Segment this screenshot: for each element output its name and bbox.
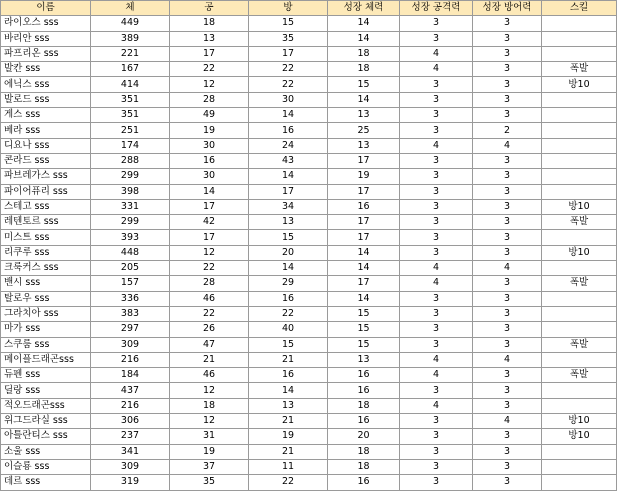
cell-growth-attack[interactable]: 3 <box>400 31 473 46</box>
cell-skill[interactable]: 폭발 <box>542 337 617 352</box>
cell-growth-attack[interactable]: 3 <box>400 414 473 429</box>
cell-attack[interactable]: 22 <box>170 62 249 77</box>
cell-hp[interactable]: 205 <box>91 261 170 276</box>
header-skill[interactable]: 스킬 <box>542 1 617 16</box>
cell-growth-defense[interactable]: 4 <box>473 414 542 429</box>
cell-growth-defense[interactable]: 3 <box>473 169 542 184</box>
cell-growth-defense[interactable]: 4 <box>473 352 542 367</box>
cell-hp[interactable]: 393 <box>91 230 170 245</box>
cell-defense[interactable]: 13 <box>249 398 328 413</box>
cell-attack[interactable]: 42 <box>170 215 249 230</box>
cell-attack[interactable]: 47 <box>170 337 249 352</box>
cell-name[interactable]: 그라치아 sss <box>1 306 91 321</box>
cell-growth-defense[interactable]: 3 <box>473 31 542 46</box>
cell-attack[interactable]: 12 <box>170 414 249 429</box>
cell-growth-hp[interactable]: 16 <box>328 383 400 398</box>
cell-growth-hp[interactable]: 15 <box>328 306 400 321</box>
cell-growth-attack[interactable]: 3 <box>400 475 473 490</box>
cell-hp[interactable]: 237 <box>91 429 170 444</box>
cell-name[interactable]: 파프리온 sss <box>1 46 91 61</box>
cell-name[interactable]: 게스 sss <box>1 108 91 123</box>
table-row <box>1 153 617 168</box>
cell-hp[interactable]: 448 <box>91 245 170 260</box>
cell-growth-attack[interactable]: 3 <box>400 322 473 337</box>
header-growth-hp[interactable]: 성장 체력 <box>328 1 400 16</box>
table-row <box>1 92 617 107</box>
cell-attack[interactable]: 30 <box>170 138 249 153</box>
cell-name[interactable]: 위그드라실 sss <box>1 414 91 429</box>
cell-defense[interactable]: 21 <box>249 352 328 367</box>
cell-defense[interactable]: 22 <box>249 62 328 77</box>
cell-skill[interactable] <box>542 108 617 123</box>
cell-growth-defense[interactable]: 3 <box>473 475 542 490</box>
cell-name[interactable]: 소울 sss <box>1 444 91 459</box>
cell-name[interactable]: 발로드 sss <box>1 92 91 107</box>
cell-skill[interactable] <box>542 322 617 337</box>
cell-growth-defense[interactable]: 3 <box>473 62 542 77</box>
cell-skill[interactable] <box>542 92 617 107</box>
table-row <box>1 184 617 199</box>
cell-growth-attack[interactable]: 3 <box>400 199 473 214</box>
cell-growth-defense[interactable]: 3 <box>473 368 542 383</box>
cell-growth-defense[interactable]: 4 <box>473 261 542 276</box>
cell-attack[interactable]: 16 <box>170 153 249 168</box>
cell-defense[interactable]: 14 <box>249 169 328 184</box>
cell-growth-defense[interactable]: 3 <box>473 92 542 107</box>
cell-growth-hp[interactable]: 14 <box>328 261 400 276</box>
cell-attack[interactable]: 18 <box>170 16 249 31</box>
cell-hp[interactable]: 437 <box>91 383 170 398</box>
cell-skill[interactable]: 폭발 <box>542 368 617 383</box>
cell-attack[interactable]: 30 <box>170 169 249 184</box>
cell-growth-hp[interactable]: 17 <box>328 230 400 245</box>
cell-skill[interactable]: 폭발 <box>542 215 617 230</box>
cell-attack[interactable]: 12 <box>170 245 249 260</box>
cell-growth-hp[interactable]: 14 <box>328 31 400 46</box>
cell-skill[interactable]: 방10 <box>542 414 617 429</box>
table-row <box>1 352 617 367</box>
cell-hp[interactable]: 184 <box>91 368 170 383</box>
cell-hp[interactable]: 157 <box>91 276 170 291</box>
cell-name[interactable]: 베라 sss <box>1 123 91 138</box>
cell-skill[interactable] <box>542 444 617 459</box>
cell-defense[interactable]: 14 <box>249 383 328 398</box>
cell-skill[interactable] <box>542 31 617 46</box>
table-row <box>1 261 617 276</box>
cell-growth-attack[interactable]: 4 <box>400 62 473 77</box>
cell-hp[interactable]: 336 <box>91 291 170 306</box>
cell-attack[interactable]: 12 <box>170 77 249 92</box>
cell-skill[interactable] <box>542 475 617 490</box>
cell-name[interactable]: 레텐토르 sss <box>1 215 91 230</box>
cell-attack[interactable]: 46 <box>170 368 249 383</box>
cell-growth-defense[interactable]: 3 <box>473 16 542 31</box>
table-row <box>1 46 617 61</box>
cell-growth-hp[interactable]: 18 <box>328 62 400 77</box>
cell-attack[interactable]: 21 <box>170 352 249 367</box>
header-defense[interactable]: 방 <box>249 1 328 16</box>
cell-growth-defense[interactable]: 3 <box>473 215 542 230</box>
cell-attack[interactable]: 13 <box>170 31 249 46</box>
cell-growth-defense[interactable]: 4 <box>473 138 542 153</box>
cell-attack[interactable]: 18 <box>170 398 249 413</box>
table-row <box>1 77 617 92</box>
cell-name[interactable]: 미스트 sss <box>1 230 91 245</box>
cell-defense[interactable]: 43 <box>249 153 328 168</box>
cell-growth-hp[interactable]: 17 <box>328 153 400 168</box>
cell-growth-attack[interactable]: 3 <box>400 383 473 398</box>
cell-hp[interactable]: 331 <box>91 199 170 214</box>
cell-defense[interactable]: 21 <box>249 444 328 459</box>
cell-hp[interactable]: 174 <box>91 138 170 153</box>
cell-name[interactable]: 파브레가스 sss <box>1 169 91 184</box>
cell-name[interactable]: 크룩커스 sss <box>1 261 91 276</box>
cell-name[interactable]: 데르 sss <box>1 475 91 490</box>
cell-skill[interactable] <box>542 123 617 138</box>
cell-hp[interactable]: 297 <box>91 322 170 337</box>
cell-name[interactable]: 스쿠룸 sss <box>1 337 91 352</box>
cell-growth-defense[interactable]: 3 <box>473 77 542 92</box>
cell-hp[interactable]: 216 <box>91 352 170 367</box>
cell-defense[interactable]: 22 <box>249 77 328 92</box>
cell-skill[interactable] <box>542 291 617 306</box>
cell-hp[interactable]: 288 <box>91 153 170 168</box>
cell-attack[interactable]: 31 <box>170 429 249 444</box>
cell-growth-defense[interactable]: 3 <box>473 306 542 321</box>
cell-skill[interactable] <box>542 138 617 153</box>
cell-growth-attack[interactable]: 3 <box>400 230 473 245</box>
cell-skill[interactable] <box>542 169 617 184</box>
cell-growth-hp[interactable]: 17 <box>328 215 400 230</box>
cell-growth-attack[interactable]: 4 <box>400 368 473 383</box>
cell-name[interactable]: 딜랑 sss <box>1 383 91 398</box>
table-row <box>1 444 617 459</box>
cell-growth-hp[interactable]: 13 <box>328 352 400 367</box>
cell-name[interactable]: 디요나 sss <box>1 138 91 153</box>
cell-growth-attack[interactable]: 3 <box>400 184 473 199</box>
cell-defense[interactable]: 22 <box>249 306 328 321</box>
cell-skill[interactable] <box>542 184 617 199</box>
cell-growth-hp[interactable]: 15 <box>328 337 400 352</box>
cell-growth-hp[interactable]: 18 <box>328 398 400 413</box>
cell-attack[interactable]: 49 <box>170 108 249 123</box>
table-row <box>1 199 617 214</box>
cell-attack[interactable]: 35 <box>170 475 249 490</box>
table-row <box>1 138 617 153</box>
cell-growth-hp[interactable]: 16 <box>328 199 400 214</box>
cell-growth-hp[interactable]: 16 <box>328 414 400 429</box>
header-growth-attack[interactable]: 성장 공격력 <box>400 1 473 16</box>
cell-skill[interactable]: 방10 <box>542 245 617 260</box>
cell-defense[interactable]: 13 <box>249 215 328 230</box>
cell-growth-hp[interactable]: 13 <box>328 108 400 123</box>
cell-defense[interactable]: 16 <box>249 368 328 383</box>
cell-growth-attack[interactable]: 3 <box>400 291 473 306</box>
cell-hp[interactable]: 306 <box>91 414 170 429</box>
cell-name[interactable]: 파이어퓨리 sss <box>1 184 91 199</box>
cell-growth-attack[interactable]: 3 <box>400 444 473 459</box>
cell-growth-attack[interactable]: 3 <box>400 108 473 123</box>
cell-attack[interactable]: 17 <box>170 199 249 214</box>
table-row <box>1 108 617 123</box>
cell-growth-hp[interactable]: 14 <box>328 92 400 107</box>
cell-attack[interactable]: 17 <box>170 46 249 61</box>
cell-growth-defense[interactable]: 3 <box>473 429 542 444</box>
cell-name[interactable]: 이슬룡 sss <box>1 459 91 474</box>
table-row <box>1 414 617 429</box>
cell-name[interactable]: 발칸 sss <box>1 62 91 77</box>
cell-defense[interactable]: 14 <box>249 108 328 123</box>
cell-defense[interactable]: 30 <box>249 92 328 107</box>
cell-hp[interactable]: 341 <box>91 444 170 459</box>
cell-attack[interactable]: 46 <box>170 291 249 306</box>
table-row <box>1 475 617 490</box>
cell-attack[interactable]: 22 <box>170 306 249 321</box>
cell-defense[interactable]: 29 <box>249 276 328 291</box>
cell-defense[interactable]: 15 <box>249 230 328 245</box>
cell-growth-attack[interactable]: 3 <box>400 92 473 107</box>
cell-growth-attack[interactable]: 3 <box>400 77 473 92</box>
header-row <box>1 1 617 16</box>
cell-attack[interactable]: 28 <box>170 276 249 291</box>
cell-growth-hp[interactable]: 20 <box>328 429 400 444</box>
cell-skill[interactable]: 방10 <box>542 77 617 92</box>
cell-name[interactable]: 아틀란티스 sss <box>1 429 91 444</box>
cell-defense[interactable]: 21 <box>249 414 328 429</box>
cell-growth-defense[interactable]: 3 <box>473 459 542 474</box>
cell-growth-hp[interactable]: 25 <box>328 123 400 138</box>
cell-growth-defense[interactable]: 3 <box>473 337 542 352</box>
cell-hp[interactable]: 414 <box>91 77 170 92</box>
cell-hp[interactable]: 319 <box>91 475 170 490</box>
cell-defense[interactable]: 35 <box>249 31 328 46</box>
cell-growth-hp[interactable]: 18 <box>328 459 400 474</box>
cell-growth-defense[interactable]: 3 <box>473 245 542 260</box>
cell-hp[interactable]: 383 <box>91 306 170 321</box>
cell-growth-defense[interactable]: 3 <box>473 398 542 413</box>
cell-skill[interactable] <box>542 261 617 276</box>
table-row <box>1 368 617 383</box>
table-row <box>1 459 617 474</box>
cell-growth-attack[interactable]: 3 <box>400 215 473 230</box>
cell-growth-attack[interactable]: 3 <box>400 245 473 260</box>
cell-defense[interactable]: 11 <box>249 459 328 474</box>
cell-defense[interactable]: 20 <box>249 245 328 260</box>
cell-growth-hp[interactable]: 17 <box>328 276 400 291</box>
cell-name[interactable]: 마가 sss <box>1 322 91 337</box>
cell-growth-attack[interactable]: 4 <box>400 398 473 413</box>
header-attack[interactable]: 공 <box>170 1 249 16</box>
cell-growth-attack[interactable]: 3 <box>400 16 473 31</box>
cell-attack[interactable]: 37 <box>170 459 249 474</box>
header-name[interactable]: 이름 <box>1 1 91 16</box>
cell-growth-hp[interactable]: 18 <box>328 444 400 459</box>
cell-hp[interactable]: 167 <box>91 62 170 77</box>
cell-skill[interactable]: 방10 <box>542 429 617 444</box>
cell-skill[interactable] <box>542 459 617 474</box>
cell-name[interactable]: 바리안 sss <box>1 31 91 46</box>
cell-growth-defense[interactable]: 3 <box>473 383 542 398</box>
cell-attack[interactable]: 17 <box>170 230 249 245</box>
table-row <box>1 31 617 46</box>
cell-hp[interactable]: 251 <box>91 123 170 138</box>
cell-skill[interactable] <box>542 16 617 31</box>
cell-attack[interactable]: 26 <box>170 322 249 337</box>
cell-growth-defense[interactable]: 3 <box>473 276 542 291</box>
cell-growth-hp[interactable]: 14 <box>328 245 400 260</box>
cell-skill[interactable] <box>542 383 617 398</box>
table-body <box>1 16 617 490</box>
cell-growth-attack[interactable]: 3 <box>400 429 473 444</box>
cell-growth-hp[interactable]: 15 <box>328 322 400 337</box>
table-row <box>1 276 617 291</box>
cell-name[interactable]: 듀펜 sss <box>1 368 91 383</box>
cell-defense[interactable]: 15 <box>249 337 328 352</box>
cell-defense[interactable]: 14 <box>249 261 328 276</box>
table-row <box>1 429 617 444</box>
cell-defense[interactable]: 16 <box>249 123 328 138</box>
cell-defense[interactable]: 17 <box>249 184 328 199</box>
cell-growth-defense[interactable]: 3 <box>473 46 542 61</box>
cell-skill[interactable] <box>542 153 617 168</box>
table-row <box>1 322 617 337</box>
cell-growth-attack[interactable]: 3 <box>400 169 473 184</box>
cell-defense[interactable]: 19 <box>249 429 328 444</box>
table-row <box>1 230 617 245</box>
cell-defense[interactable]: 22 <box>249 475 328 490</box>
table-row <box>1 383 617 398</box>
cell-growth-attack[interactable]: 4 <box>400 46 473 61</box>
cell-growth-hp[interactable]: 18 <box>328 46 400 61</box>
table-row <box>1 62 617 77</box>
cell-skill[interactable] <box>542 398 617 413</box>
cell-growth-defense[interactable]: 3 <box>473 184 542 199</box>
cell-name[interactable]: 적오드래곤sss <box>1 398 91 413</box>
cell-growth-defense[interactable]: 3 <box>473 153 542 168</box>
cell-skill[interactable] <box>542 46 617 61</box>
cell-growth-hp[interactable]: 16 <box>328 475 400 490</box>
cell-growth-hp[interactable]: 14 <box>328 16 400 31</box>
cell-growth-hp[interactable]: 16 <box>328 368 400 383</box>
cell-hp[interactable]: 309 <box>91 459 170 474</box>
cell-hp[interactable]: 299 <box>91 215 170 230</box>
cell-hp[interactable]: 309 <box>91 337 170 352</box>
table-row <box>1 398 617 413</box>
cell-growth-defense[interactable]: 3 <box>473 291 542 306</box>
cell-hp[interactable]: 351 <box>91 108 170 123</box>
table-row <box>1 16 617 31</box>
cell-name[interactable]: 콘라드 sss <box>1 153 91 168</box>
cell-attack[interactable]: 28 <box>170 92 249 107</box>
cell-hp[interactable]: 216 <box>91 398 170 413</box>
cell-skill[interactable]: 폭발 <box>542 276 617 291</box>
cell-growth-attack[interactable]: 4 <box>400 261 473 276</box>
table-row <box>1 169 617 184</box>
cell-name[interactable]: 스테고 sss <box>1 199 91 214</box>
cell-defense[interactable]: 17 <box>249 46 328 61</box>
header-growth-defense[interactable]: 성장 방어력 <box>473 1 542 16</box>
cell-defense[interactable]: 16 <box>249 291 328 306</box>
cell-hp[interactable]: 299 <box>91 169 170 184</box>
cell-hp[interactable]: 221 <box>91 46 170 61</box>
cell-growth-hp[interactable]: 14 <box>328 291 400 306</box>
cell-growth-attack[interactable]: 3 <box>400 153 473 168</box>
cell-name[interactable]: 에닉스 sss <box>1 77 91 92</box>
cell-hp[interactable]: 449 <box>91 16 170 31</box>
cell-attack[interactable]: 22 <box>170 261 249 276</box>
cell-defense[interactable]: 40 <box>249 322 328 337</box>
cell-name[interactable]: 리쿠루 sss <box>1 245 91 260</box>
cell-attack[interactable]: 14 <box>170 184 249 199</box>
table-row <box>1 306 617 321</box>
cell-defense[interactable]: 34 <box>249 199 328 214</box>
cell-attack[interactable]: 12 <box>170 383 249 398</box>
cell-growth-attack[interactable]: 4 <box>400 138 473 153</box>
cell-skill[interactable] <box>542 230 617 245</box>
cell-skill[interactable]: 폭발 <box>542 62 617 77</box>
cell-growth-defense[interactable]: 3 <box>473 230 542 245</box>
table-row <box>1 215 617 230</box>
cell-name[interactable]: 메이플드래곤sss <box>1 352 91 367</box>
cell-defense[interactable]: 15 <box>249 16 328 31</box>
cell-skill[interactable] <box>542 306 617 321</box>
cell-growth-defense[interactable]: 3 <box>473 322 542 337</box>
cell-growth-defense[interactable]: 3 <box>473 199 542 214</box>
cell-growth-defense[interactable]: 3 <box>473 108 542 123</box>
cell-growth-defense[interactable]: 3 <box>473 444 542 459</box>
table-header <box>1 1 617 16</box>
table-row <box>1 337 617 352</box>
cell-growth-attack[interactable]: 3 <box>400 459 473 474</box>
cell-growth-hp[interactable]: 19 <box>328 169 400 184</box>
cell-name[interactable]: 밴시 sss <box>1 276 91 291</box>
table-row <box>1 291 617 306</box>
cell-skill[interactable] <box>542 352 617 367</box>
cell-growth-attack[interactable]: 3 <box>400 123 473 138</box>
cell-name[interactable]: 탈로우 sss <box>1 291 91 306</box>
cell-growth-attack[interactable]: 4 <box>400 276 473 291</box>
cell-growth-hp[interactable]: 13 <box>328 138 400 153</box>
table-row <box>1 123 617 138</box>
cell-growth-hp[interactable]: 17 <box>328 184 400 199</box>
cell-hp[interactable]: 398 <box>91 184 170 199</box>
cell-defense[interactable]: 24 <box>249 138 328 153</box>
cell-hp[interactable]: 389 <box>91 31 170 46</box>
cell-attack[interactable]: 19 <box>170 444 249 459</box>
cell-growth-attack[interactable]: 4 <box>400 352 473 367</box>
cell-attack[interactable]: 19 <box>170 123 249 138</box>
cell-growth-defense[interactable]: 2 <box>473 123 542 138</box>
cell-growth-attack[interactable]: 3 <box>400 306 473 321</box>
cell-name[interactable]: 라이오스 sss <box>1 16 91 31</box>
cell-growth-hp[interactable]: 15 <box>328 77 400 92</box>
header-hp[interactable]: 체 <box>91 1 170 16</box>
table-row <box>1 245 617 260</box>
cell-growth-attack[interactable]: 3 <box>400 337 473 352</box>
cell-skill[interactable]: 방10 <box>542 199 617 214</box>
cell-hp[interactable]: 351 <box>91 92 170 107</box>
